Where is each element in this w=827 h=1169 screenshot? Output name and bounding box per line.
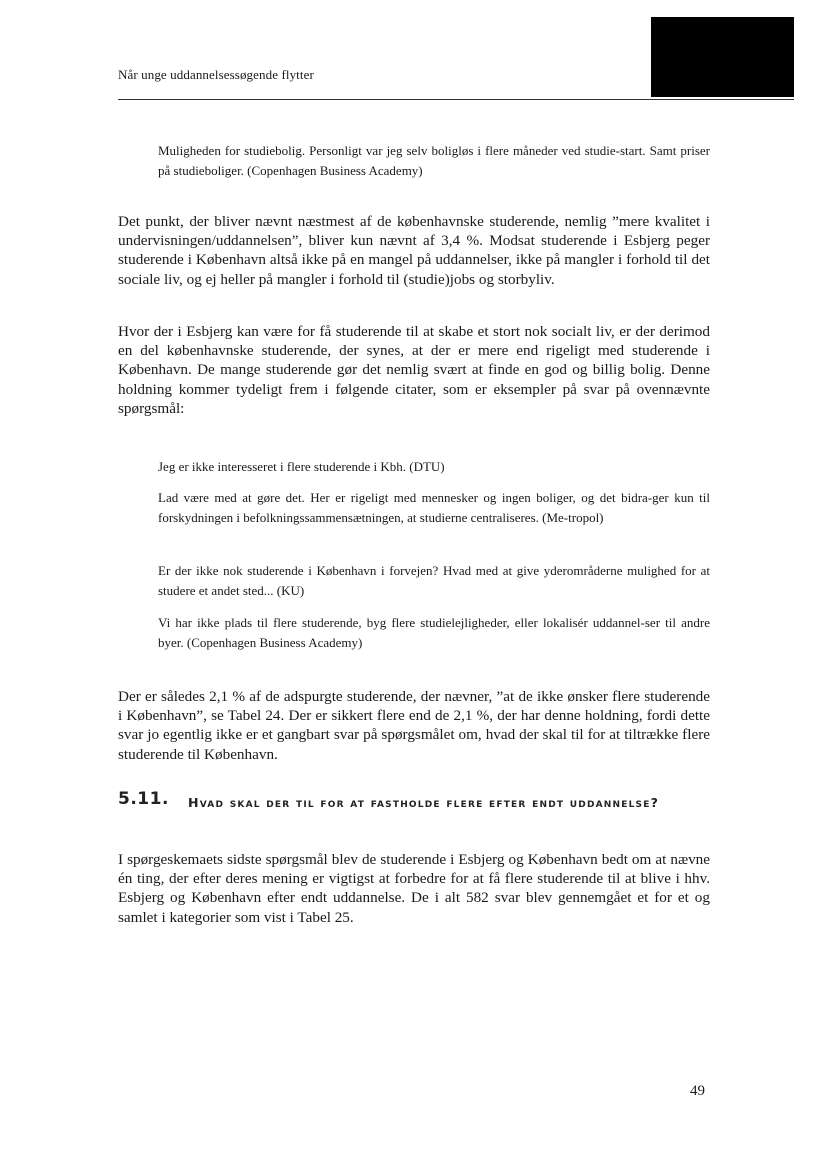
block-quote-top: Muligheden for studiebolig. Personligt var jeg selv boligløs i flere måneder ved studie-start. Samt priser på studieboliger. (Copenhagen Business Academy): [158, 143, 710, 178]
paragraph-1: Det punkt, der bliver nævnt næstmest af de københavnske studerende, nemlig ”mere kvalitet i undervisningen/uddannelsen”, bliver kun nævnt af 3,4 %. Modsat studerende i Esbjerg peger studerende i København altså ikke på en mangel på uddannelser, ikke på mangler i forhold til det sociale liv, og ej heller på mangler i forhold til (studie)jobs og storbyliv.: [118, 213, 710, 288]
paragraph-3: Der er således 2,1 % af de adspurgte studerende, der nævner, ”at de ikke ønsker flere studerende i København”, se Tabel 24. Der er sikkert flere end de 2,1 %, der har denne holdning, fordi dette svar jo egentlig ikke er et gangbart svar på spørgsmålet om, hvad der skal til for at tiltrække flere studerende til København.: [118, 688, 710, 763]
header-black-block: [651, 17, 794, 97]
page-number: 49: [690, 1083, 705, 1099]
paragraph-4: I spørgeskemaets sidste spørgsmål blev de studerende i Esbjerg og København bedt om at nævne én ting, der efter deres mening er vigtigst at forbedre for at få flere studerende til at blive i hhv. Esbjerg og København efter endt uddannelse. De i alt 582 svar blev gennemgået et for et og samlet i kategorier som vist i Tabel 25.: [118, 851, 710, 926]
block-quote-2: Lad være med at gøre det. Her er rigeligt med mennesker og ingen boliger, og det bidra-ger kun til forskydningen i befolkningssammensætningen, at studierne centraliseres. (Me-tropol): [158, 490, 710, 525]
block-quote-3: Er der ikke nok studerende i København i forvejen? Hvad med at give yderområderne mulighed for at studere et andet sted... (KU): [158, 563, 710, 598]
section-number: 5.11.: [118, 789, 169, 809]
running-header: Når unge uddannelsessøgende flytter: [118, 67, 314, 82]
block-quote-1: Jeg er ikke interesseret i flere studerende i Kbh. (DTU): [158, 459, 445, 474]
block-quote-4: Vi har ikke plads til flere studerende, byg flere studielejligheder, eller lokalisér uddannel-ser til andre byer. (Copenhagen Business Academy): [158, 615, 710, 650]
paragraph-2: Hvor der i Esbjerg kan være for få studerende til at skabe et stort nok socialt liv, er der derimod en del københavnske studerende, der synes, at der er mere end rigeligt med studerende i København. De mange studerende gør det nemlig svært at finde en god og billig bolig. Denne holdning kommer tydeligt frem i følgende citater, som er eksempler på svar på ovennævnte spørgsmål:: [118, 323, 710, 417]
header-rule: [118, 99, 794, 100]
section-title: Hvad skal der til for at fastholde flere efter endt uddannelse?: [188, 795, 660, 810]
